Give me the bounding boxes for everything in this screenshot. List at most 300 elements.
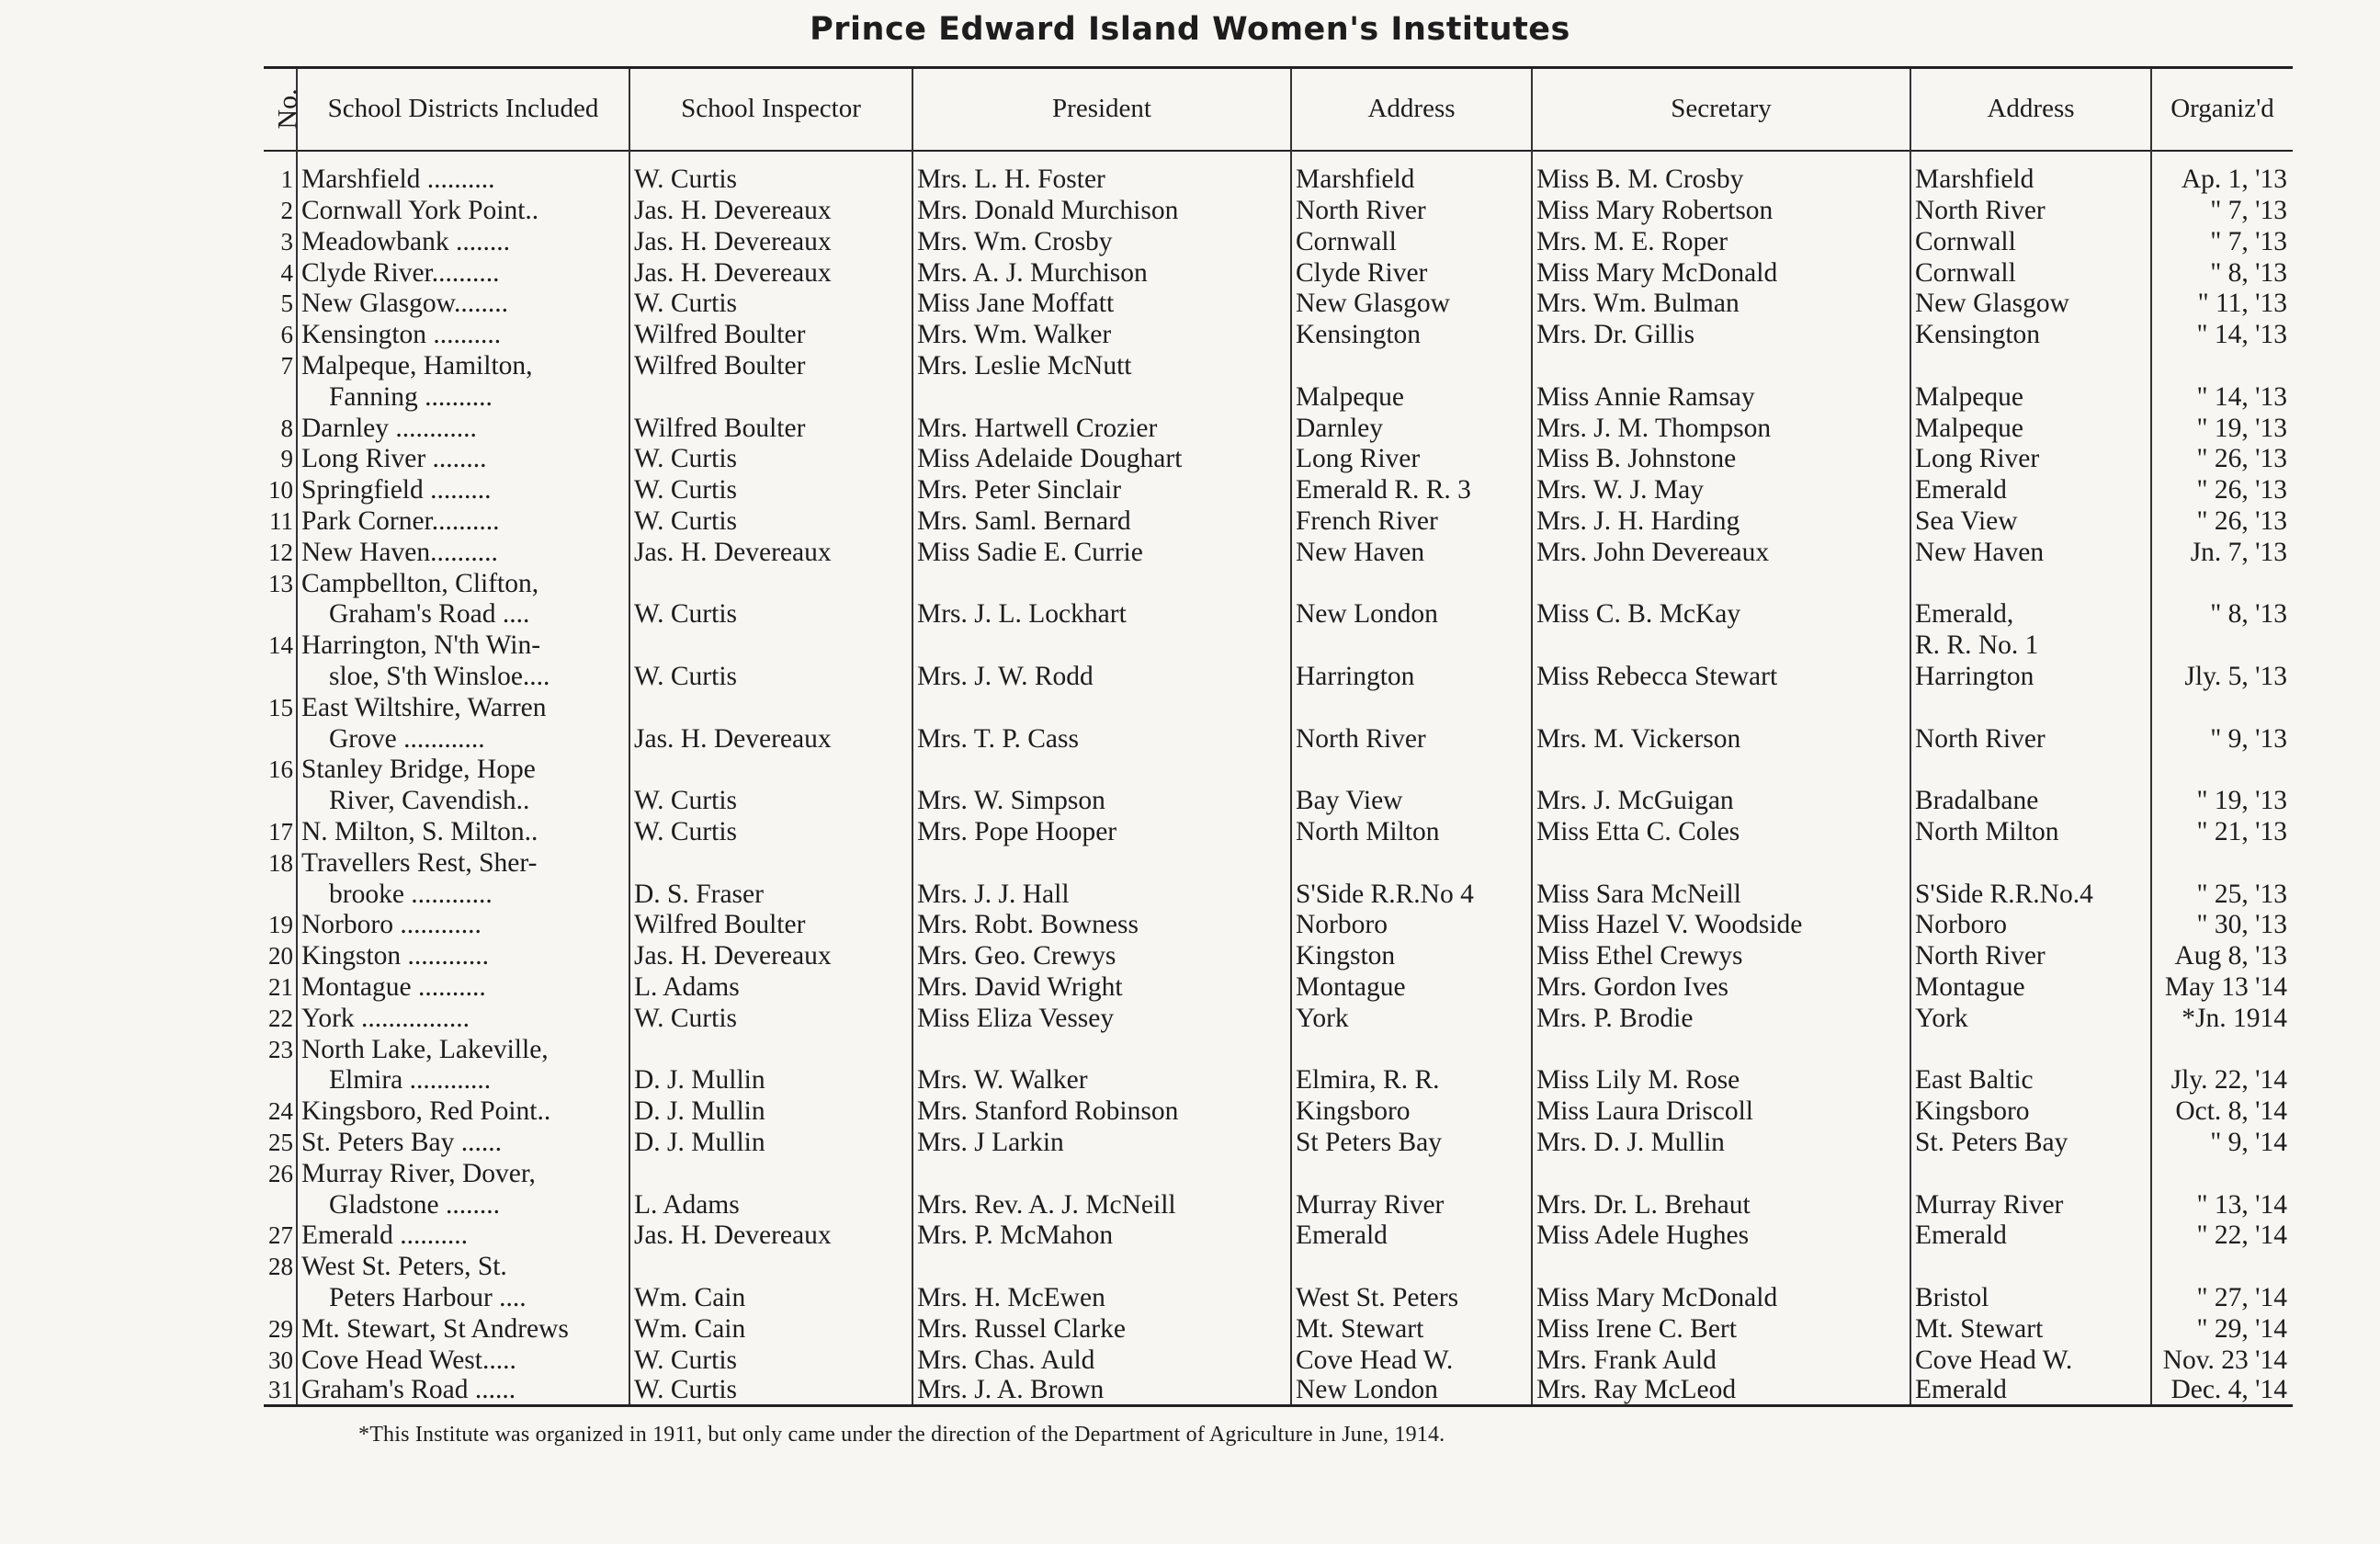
row-number-cell: 7 (280, 352, 293, 380)
president-address-cell: Kensington (1291, 318, 1532, 349)
organized-date-cell: " 11, '13 (2151, 288, 2293, 319)
school-districts-cell: Long River ........ (297, 443, 629, 474)
secretary-address-cell (1910, 691, 2151, 722)
table-row (264, 1002, 2293, 1033)
school-districts-cell: Mt. Stewart, St Andrews (297, 1312, 629, 1344)
row-number-cell: 14 (268, 631, 293, 660)
organized-date-cell: " 26, '13 (2151, 443, 2293, 474)
row-number-cell: 27 (268, 1221, 293, 1250)
secretary-cell: Miss C. B. McKay (1532, 598, 1910, 630)
table-row (264, 629, 2293, 660)
secretary-cell: Miss Rebecca Stewart (1532, 660, 1910, 691)
school-districts-cell: Norboro ............ (297, 909, 629, 940)
president-address-cell (1291, 846, 1532, 878)
table-row (264, 349, 2293, 380)
organized-date-cell: " 19, '13 (2151, 784, 2293, 815)
table-row (264, 1095, 2293, 1126)
school-districts-cell: Graham's Road .... (297, 598, 629, 630)
president-cell: Mrs. Peter Sinclair (912, 473, 1291, 505)
secretary-cell: Mrs. P. Brodie (1532, 1002, 1910, 1033)
secretary-address-cell: North Milton (1910, 815, 2151, 846)
row-number-cell: 20 (268, 942, 293, 971)
organized-date-cell: Jly. 22, '14 (2151, 1064, 2293, 1096)
president-address-cell: Harrington (1291, 660, 1532, 691)
secretary-cell: Mrs. J. H. Harding (1532, 505, 1910, 536)
school-inspector-cell: D. J. Mullin (629, 1064, 912, 1096)
table-row (264, 1064, 2293, 1096)
organized-date-cell: Jn. 7, '13 (2151, 536, 2293, 567)
secretary-address-cell: Cove Head W. (1910, 1344, 2151, 1375)
secretary-address-cell: Sea View (1910, 505, 2151, 536)
school-districts-cell: Campbellton, Clifton, (297, 567, 629, 598)
spacer-cell (2151, 151, 2293, 164)
spacer-cell (1291, 151, 1532, 164)
secretary-cell: Miss Mary McDonald (1532, 256, 1910, 288)
president-address-cell: Elmira, R. R. (1291, 1064, 1532, 1096)
column-header-president: President (912, 68, 1291, 151)
president-cell (912, 691, 1291, 722)
organized-date-cell (2151, 691, 2293, 722)
organized-date-cell: " 26, '13 (2151, 505, 2293, 536)
spacer-cell (297, 151, 629, 164)
secretary-cell: Miss Adele Hughes (1532, 1220, 1910, 1251)
row-number-cell: 13 (268, 569, 293, 597)
secretary-cell: Mrs. J. M. Thompson (1532, 412, 1910, 443)
school-inspector-cell: W. Curtis (629, 1375, 912, 1406)
president-cell: Mrs. Hartwell Crozier (912, 412, 1291, 443)
president-address-cell: Kingsboro (1291, 1095, 1532, 1126)
table-row (264, 1157, 2293, 1188)
secretary-address-cell: York (1910, 1002, 2151, 1033)
column-header-secretary-address: Address (1910, 68, 2151, 151)
secretary-address-cell: Norboro (1910, 909, 2151, 940)
page-title: Prince Edward Island Women's Institutes (810, 11, 1570, 48)
school-districts-cell: River, Cavendish.. (297, 784, 629, 815)
organized-date-cell: " 8, '13 (2151, 256, 2293, 288)
president-address-cell: New London (1291, 598, 1532, 630)
school-inspector-cell: W. Curtis (629, 815, 912, 846)
president-address-cell: North River (1291, 722, 1532, 754)
secretary-cell: Miss Etta C. Coles (1532, 815, 1910, 846)
organized-date-cell: " 13, '14 (2151, 1188, 2293, 1220)
row-number-cell: 28 (268, 1253, 293, 1281)
school-districts-cell: Graham's Road ...... (297, 1375, 629, 1406)
column-header-districts: School Districts Included (297, 68, 629, 151)
secretary-cell: Mrs. Wm. Bulman (1532, 288, 1910, 319)
table-row (264, 380, 2293, 412)
organized-date-cell: May 13 '14 (2151, 971, 2293, 1002)
row-number-cell: 29 (268, 1314, 293, 1343)
president-cell (912, 1033, 1291, 1064)
secretary-cell (1532, 754, 1910, 785)
table-row (264, 754, 2293, 785)
school-districts-cell: Springfield ......... (297, 473, 629, 505)
school-inspector-cell: W. Curtis (629, 164, 912, 195)
president-address-cell (1291, 754, 1532, 785)
school-inspector-cell: Jas. H. Devereaux (629, 536, 912, 567)
secretary-cell (1532, 349, 1910, 380)
table-row (264, 815, 2293, 846)
school-districts-cell: Park Corner.......... (297, 505, 629, 536)
secretary-cell (1532, 846, 1910, 878)
school-districts-cell: Kingsboro, Red Point.. (297, 1095, 629, 1126)
president-address-cell: Darnley (1291, 412, 1532, 443)
secretary-cell (1532, 1157, 1910, 1188)
organized-date-cell: Jly. 5, '13 (2151, 660, 2293, 691)
table-row (264, 1250, 2293, 1281)
table-row (264, 722, 2293, 754)
secretary-cell: Mrs. Gordon Ives (1532, 971, 1910, 1002)
president-cell: Miss Jane Moffatt (912, 288, 1291, 319)
president-cell (912, 1157, 1291, 1188)
president-cell: Mrs. Wm. Crosby (912, 225, 1291, 256)
column-header-secretary: Secretary (1532, 68, 1910, 151)
president-cell (912, 567, 1291, 598)
school-districts-cell: Kensington .......... (297, 318, 629, 349)
organized-date-cell (2151, 1157, 2293, 1188)
president-cell: Mrs. L. H. Foster (912, 164, 1291, 195)
institutes-table-container (264, 66, 2293, 1407)
table-row (264, 536, 2293, 567)
secretary-address-cell: Emerald (1910, 473, 2151, 505)
school-inspector-cell: Wilfred Boulter (629, 318, 912, 349)
secretary-address-cell: New Haven (1910, 536, 2151, 567)
table-row (264, 443, 2293, 474)
secretary-address-cell: Malpeque (1910, 412, 2151, 443)
school-inspector-cell: W. Curtis (629, 505, 912, 536)
president-cell: Mrs. Robt. Bowness (912, 909, 1291, 940)
president-address-cell: S'Side R.R.No 4 (1291, 878, 1532, 909)
organized-date-cell (2151, 846, 2293, 878)
secretary-address-cell (1910, 754, 2151, 785)
table-row (264, 194, 2293, 225)
president-cell: Mrs. J. A. Brown (912, 1375, 1291, 1406)
secretary-cell: Mrs. M. E. Roper (1532, 225, 1910, 256)
table-body (264, 151, 2293, 1406)
school-inspector-cell: D. J. Mullin (629, 1126, 912, 1157)
row-number-cell: 19 (268, 911, 293, 939)
school-districts-cell: Kingston ............ (297, 939, 629, 971)
president-address-cell (1291, 1033, 1532, 1064)
president-cell: Mrs. J Larkin (912, 1126, 1291, 1157)
school-districts-cell: brooke ............ (297, 878, 629, 909)
secretary-address-cell (1910, 1157, 2151, 1188)
school-inspector-cell (629, 380, 912, 412)
row-number-cell (264, 878, 297, 909)
secretary-address-cell: Cornwall (1910, 225, 2151, 256)
secretary-address-cell: North River (1910, 722, 2151, 754)
table-row (264, 473, 2293, 505)
school-districts-cell: Stanley Bridge, Hope (297, 754, 629, 785)
president-cell: Mrs. Pope Hooper (912, 815, 1291, 846)
secretary-cell: Mrs. M. Vickerson (1532, 722, 1910, 754)
secretary-address-cell: East Baltic (1910, 1064, 2151, 1096)
secretary-address-cell: S'Side R.R.No.4 (1910, 878, 2151, 909)
school-districts-cell: Montague .......... (297, 971, 629, 1002)
secretary-cell: Miss Mary McDonald (1532, 1281, 1910, 1312)
school-districts-cell: New Haven.......... (297, 536, 629, 567)
president-cell: Mrs. Donald Murchison (912, 194, 1291, 225)
secretary-address-cell: Emerald (1910, 1220, 2151, 1251)
row-number-cell (264, 1281, 297, 1312)
secretary-cell: Mrs. Ray McLeod (1532, 1375, 1910, 1406)
organized-date-cell (2151, 349, 2293, 380)
secretary-address-cell (1910, 349, 2151, 380)
organized-date-cell: Aug 8, '13 (2151, 939, 2293, 971)
school-inspector-cell: Jas. H. Devereaux (629, 225, 912, 256)
secretary-address-cell: Malpeque (1910, 380, 2151, 412)
school-districts-cell: Malpeque, Hamilton, (297, 349, 629, 380)
row-number-cell: 22 (268, 1004, 293, 1032)
president-cell (912, 1250, 1291, 1281)
row-number-cell: 10 (268, 476, 293, 505)
president-cell: Mrs. Geo. Crewys (912, 939, 1291, 971)
secretary-cell: Miss Mary Robertson (1532, 194, 1910, 225)
secretary-address-cell: Murray River (1910, 1188, 2151, 1220)
secretary-address-cell: Long River (1910, 443, 2151, 474)
organized-date-cell: " 14, '13 (2151, 318, 2293, 349)
president-address-cell: Cornwall (1291, 225, 1532, 256)
row-number-cell: 18 (268, 848, 293, 877)
row-number-cell: 1 (280, 165, 293, 194)
president-address-cell: Clyde River (1291, 256, 1532, 288)
row-number-cell (264, 660, 297, 691)
president-address-cell: Mt. Stewart (1291, 1312, 1532, 1344)
secretary-cell: Mrs. J. McGuigan (1532, 784, 1910, 815)
school-inspector-cell: W. Curtis (629, 443, 912, 474)
school-inspector-cell (629, 1033, 912, 1064)
school-districts-cell: Marshfield .......... (297, 164, 629, 195)
president-cell: Mrs. Leslie McNutt (912, 349, 1291, 380)
president-cell: Mrs. P. McMahon (912, 1220, 1291, 1251)
institutes-table (264, 66, 2293, 1407)
secretary-cell (1532, 629, 1910, 660)
president-cell: Mrs. W. Walker (912, 1064, 1291, 1096)
row-number-cell: 2 (280, 197, 293, 225)
secretary-address-cell: St. Peters Bay (1910, 1126, 2151, 1157)
organized-date-cell (2151, 754, 2293, 785)
secretary-address-cell: North River (1910, 194, 2151, 225)
organized-date-cell: " 30, '13 (2151, 909, 2293, 940)
school-districts-cell: North Lake, Lakeville, (297, 1033, 629, 1064)
table-row (264, 598, 2293, 630)
table-row (264, 846, 2293, 878)
organized-date-cell: " 7, '13 (2151, 225, 2293, 256)
school-inspector-cell: Jas. H. Devereaux (629, 722, 912, 754)
secretary-address-cell: R. R. No. 1 (1910, 629, 2151, 660)
school-inspector-cell: W. Curtis (629, 660, 912, 691)
school-districts-cell: Elmira ............ (297, 1064, 629, 1096)
table-row (264, 939, 2293, 971)
president-address-cell (1291, 1157, 1532, 1188)
column-header-organized: Organiz'd (2151, 68, 2293, 151)
table-row (264, 505, 2293, 536)
row-number-cell: 31 (268, 1375, 293, 1403)
school-inspector-cell: W. Curtis (629, 1344, 912, 1375)
school-districts-cell: Peters Harbour .... (297, 1281, 629, 1312)
row-number-cell: 8 (280, 414, 293, 442)
table-row (264, 909, 2293, 940)
president-address-cell: Kingston (1291, 939, 1532, 971)
row-number-cell: 9 (280, 445, 293, 473)
secretary-address-cell: New Glasgow (1910, 288, 2151, 319)
secretary-address-cell: Bradalbane (1910, 784, 2151, 815)
organized-date-cell (2151, 1033, 2293, 1064)
president-cell (912, 754, 1291, 785)
secretary-address-cell: Marshfield (1910, 164, 2151, 195)
school-inspector-cell: Wm. Cain (629, 1281, 912, 1312)
table-row (264, 1220, 2293, 1251)
secretary-cell (1532, 691, 1910, 722)
spacer-cell (1910, 151, 2151, 164)
row-number-cell (264, 1188, 297, 1220)
president-cell: Mrs. H. McEwen (912, 1281, 1291, 1312)
school-districts-cell: Fanning .......... (297, 380, 629, 412)
president-cell: Miss Adelaide Doughart (912, 443, 1291, 474)
table-row (264, 878, 2293, 909)
school-districts-cell: sloe, S'th Winsloe.... (297, 660, 629, 691)
president-address-cell: Bay View (1291, 784, 1532, 815)
president-cell: Mrs. Chas. Auld (912, 1344, 1291, 1375)
school-districts-cell: East Wiltshire, Warren (297, 691, 629, 722)
president-address-cell: West St. Peters (1291, 1281, 1532, 1312)
president-address-cell: Murray River (1291, 1188, 1532, 1220)
row-number-cell: 25 (268, 1129, 293, 1156)
school-inspector-cell: W. Curtis (629, 1002, 912, 1033)
secretary-address-cell (1910, 846, 2151, 878)
spacer-cell (1532, 151, 1910, 164)
row-number-cell (264, 598, 297, 630)
school-districts-cell: Clyde River.......... (297, 256, 629, 288)
row-number-cell: 16 (268, 755, 293, 784)
secretary-address-cell (1910, 1250, 2151, 1281)
table-row (264, 1188, 2293, 1220)
organized-date-cell: " 9, '14 (2151, 1126, 2293, 1157)
president-address-cell: North Milton (1291, 815, 1532, 846)
president-cell: Miss Eliza Vessey (912, 1002, 1291, 1033)
president-cell: Mrs. Russel Clarke (912, 1312, 1291, 1344)
table-row (264, 971, 2293, 1002)
school-inspector-cell: Jas. H. Devereaux (629, 1220, 912, 1251)
table-row (264, 164, 2293, 195)
organized-date-cell: " 7, '13 (2151, 194, 2293, 225)
school-districts-cell: Cornwall York Point.. (297, 194, 629, 225)
row-number-cell: 11 (269, 507, 293, 536)
school-inspector-cell (629, 1250, 912, 1281)
school-districts-cell: Murray River, Dover, (297, 1157, 629, 1188)
table-row (264, 1312, 2293, 1344)
table-row (264, 318, 2293, 349)
secretary-address-cell: Harrington (1910, 660, 2151, 691)
secretary-cell: Miss Hazel V. Woodside (1532, 909, 1910, 940)
school-districts-cell: Cove Head West..... (297, 1344, 629, 1375)
president-address-cell: Long River (1291, 443, 1532, 474)
table-row (264, 1344, 2293, 1375)
school-inspector-cell: Jas. H. Devereaux (629, 194, 912, 225)
secretary-cell (1532, 1250, 1910, 1281)
table-row (264, 288, 2293, 319)
secretary-address-cell: Bristol (1910, 1281, 2151, 1312)
president-address-cell: New Haven (1291, 536, 1532, 567)
secretary-cell: Miss B. Johnstone (1532, 443, 1910, 474)
president-cell: Mrs. J. J. Hall (912, 878, 1291, 909)
secretary-cell: Mrs. Dr. Gillis (1532, 318, 1910, 349)
school-districts-cell: Travellers Rest, Sher- (297, 846, 629, 878)
row-number-cell (264, 380, 297, 412)
school-inspector-cell: Jas. H. Devereaux (629, 256, 912, 288)
school-inspector-cell: W. Curtis (629, 288, 912, 319)
school-districts-cell: Grove ............ (297, 722, 629, 754)
school-inspector-cell (629, 1157, 912, 1188)
president-cell: Mrs. J. L. Lockhart (912, 598, 1291, 630)
row-number-cell (264, 722, 297, 754)
row-number-cell: 17 (268, 818, 293, 846)
school-inspector-cell: W. Curtis (629, 473, 912, 505)
president-cell (912, 380, 1291, 412)
row-number-cell: 15 (268, 693, 293, 721)
organized-date-cell (2151, 629, 2293, 660)
organized-date-cell: Ap. 1, '13 (2151, 164, 2293, 195)
column-header-no: No. (272, 88, 303, 130)
president-cell: Miss Sadie E. Currie (912, 536, 1291, 567)
organized-date-cell (2151, 1250, 2293, 1281)
school-inspector-cell (629, 691, 912, 722)
organized-date-cell: " 26, '13 (2151, 473, 2293, 505)
organized-date-cell: " 22, '14 (2151, 1220, 2293, 1251)
secretary-address-cell: Emerald, (1910, 598, 2151, 630)
secretary-cell: Mrs. W. J. May (1532, 473, 1910, 505)
organized-date-cell: Nov. 23 '14 (2151, 1344, 2293, 1375)
president-address-cell: St Peters Bay (1291, 1126, 1532, 1157)
table-spacer-row (264, 151, 2293, 164)
president-address-cell: French River (1291, 505, 1532, 536)
row-number-cell: 30 (268, 1345, 293, 1374)
table-row (264, 412, 2293, 443)
school-districts-cell: Darnley ............ (297, 412, 629, 443)
president-address-cell: Emerald (1291, 1220, 1532, 1251)
president-address-cell: Norboro (1291, 909, 1532, 940)
school-inspector-cell: Wm. Cain (629, 1312, 912, 1344)
secretary-address-cell: North River (1910, 939, 2151, 971)
column-header-inspector: School Inspector (629, 68, 912, 151)
president-address-cell: North River (1291, 194, 1532, 225)
row-number-cell: 24 (268, 1097, 293, 1126)
secretary-cell: Miss Irene C. Bert (1532, 1312, 1910, 1344)
president-cell: Mrs. T. P. Cass (912, 722, 1291, 754)
school-inspector-cell (629, 754, 912, 785)
president-address-cell: York (1291, 1002, 1532, 1033)
table-row (264, 784, 2293, 815)
school-inspector-cell: Wilfred Boulter (629, 412, 912, 443)
president-cell: Mrs. Wm. Walker (912, 318, 1291, 349)
president-cell: Mrs. A. J. Murchison (912, 256, 1291, 288)
row-number-cell: 3 (280, 227, 293, 255)
row-number-cell: 21 (268, 973, 293, 1002)
organized-date-cell: " 9, '13 (2151, 722, 2293, 754)
school-inspector-cell: L. Adams (629, 1188, 912, 1220)
secretary-cell: Miss Lily M. Rose (1532, 1064, 1910, 1096)
organized-date-cell: " 29, '14 (2151, 1312, 2293, 1344)
president-cell: Mrs. Rev. A. J. McNeill (912, 1188, 1291, 1220)
organized-date-cell (2151, 567, 2293, 598)
secretary-cell: Miss B. M. Crosby (1532, 164, 1910, 195)
table-row (264, 1281, 2293, 1312)
organized-date-cell: Dec. 4, '14 (2151, 1375, 2293, 1406)
organized-date-cell: " 8, '13 (2151, 598, 2293, 630)
secretary-cell: Miss Laura Driscoll (1532, 1095, 1910, 1126)
school-inspector-cell: W. Curtis (629, 598, 912, 630)
president-cell (912, 846, 1291, 878)
